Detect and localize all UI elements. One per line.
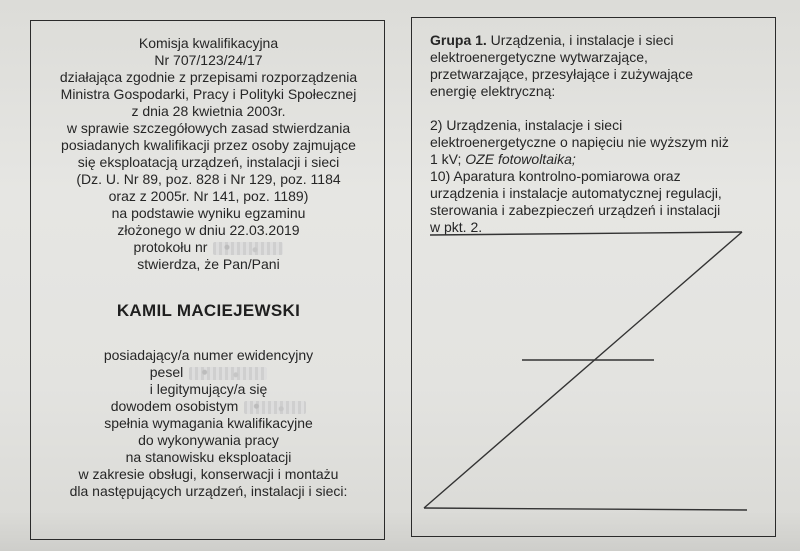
pesel-label: pesel [149,364,184,380]
text-line: w pkt. 2. [430,219,483,235]
redacted-protocol-number [213,242,283,255]
text-line: i legitymujący/a się [149,381,268,397]
right-panel [411,17,776,537]
text-line: posiadający/a numer ewidencyjny [103,347,314,363]
z-strike-mark [412,18,777,538]
text-line: elektroenergetyczne wytwarzające, [430,49,648,65]
text-line: oraz z 2005r. Nr 141, poz. 1189) [108,188,309,204]
text-line: złożonego w dniu 22.03.2019 [117,222,300,238]
z-top-line [430,232,742,235]
text-line: 2) Urządzenia, instalacje i sieci [430,117,623,133]
text-line: w zakresie obsługi, konserwacji i montażu [78,466,339,482]
text-line: z dnia 28 kwietnia 2003r. [131,103,286,119]
holder-name: KAMIL MACIEJEWSKI [116,301,301,320]
text-line: 10) Aparatura kontrolno-pomiarowa oraz [430,168,681,184]
voltage-text: 1 kV; [430,151,466,167]
text-line: na podstawie wyniku egzaminu [111,205,306,221]
text-line: elektroenergetyczne o napięciu nie wyższym niż [430,134,729,150]
text-line: w sprawie szczegółowych zasad stwierdzania [66,120,351,136]
text-line: działająca zgodnie z przepisami rozporządzenia [59,69,358,85]
pesel-line [31,364,386,381]
group-title: Urządzenia, i instalacje i sieci [486,32,674,48]
redacted-id-number [244,401,306,414]
id-label: dowodem osobistym [110,398,239,414]
redacted-pesel [189,367,267,380]
text-line: spełnia wymagania kwalifikacyjne [104,415,313,431]
z-bottom-line [424,508,747,510]
text-line: posiadanych kwalifikacji przez osoby zajmujące [61,137,356,153]
text-line: Ministra Gospodarki, Pracy i Polityki Społecznej [60,86,357,102]
text-line: Nr 707/123/24/17 [154,52,263,68]
text-line: się eksploatacją urządzeń, instalacji i sieci [77,154,340,170]
commission-text [31,35,386,273]
protocol-label: protokołu nr [133,239,208,255]
text-line: dla następujących urządzeń, instalacji i sieci: [69,483,348,499]
statement-line: stwierdza, że Pan/Pani [137,256,280,272]
text-line: (Dz. U. Nr 89, poz. 828 i Nr 129, poz. 1184 [76,171,341,187]
left-panel [30,20,385,540]
holder-details [31,347,386,500]
text-line: przetwarzające, przesyłające i zużywające [430,66,693,82]
text-line: sterowania i zabezpieczeń urządzeń i instalacji [430,202,721,218]
text-line: urządzenia i instalacje automatycznej regulacji, [430,185,722,201]
group-label: Grupa 1. [430,32,487,48]
oze-text: OZE fotowoltaika; [465,151,576,167]
z-diagonal-line [424,232,742,508]
protocol-line [31,239,386,256]
text-line: do wykonywania pracy [138,432,279,448]
text-line: na stanowisku eksploatacji [125,449,292,465]
text-line: Komisja kwalifikacyjna [138,35,279,51]
text-line: energię elektryczną: [430,83,556,99]
id-line [31,398,386,415]
